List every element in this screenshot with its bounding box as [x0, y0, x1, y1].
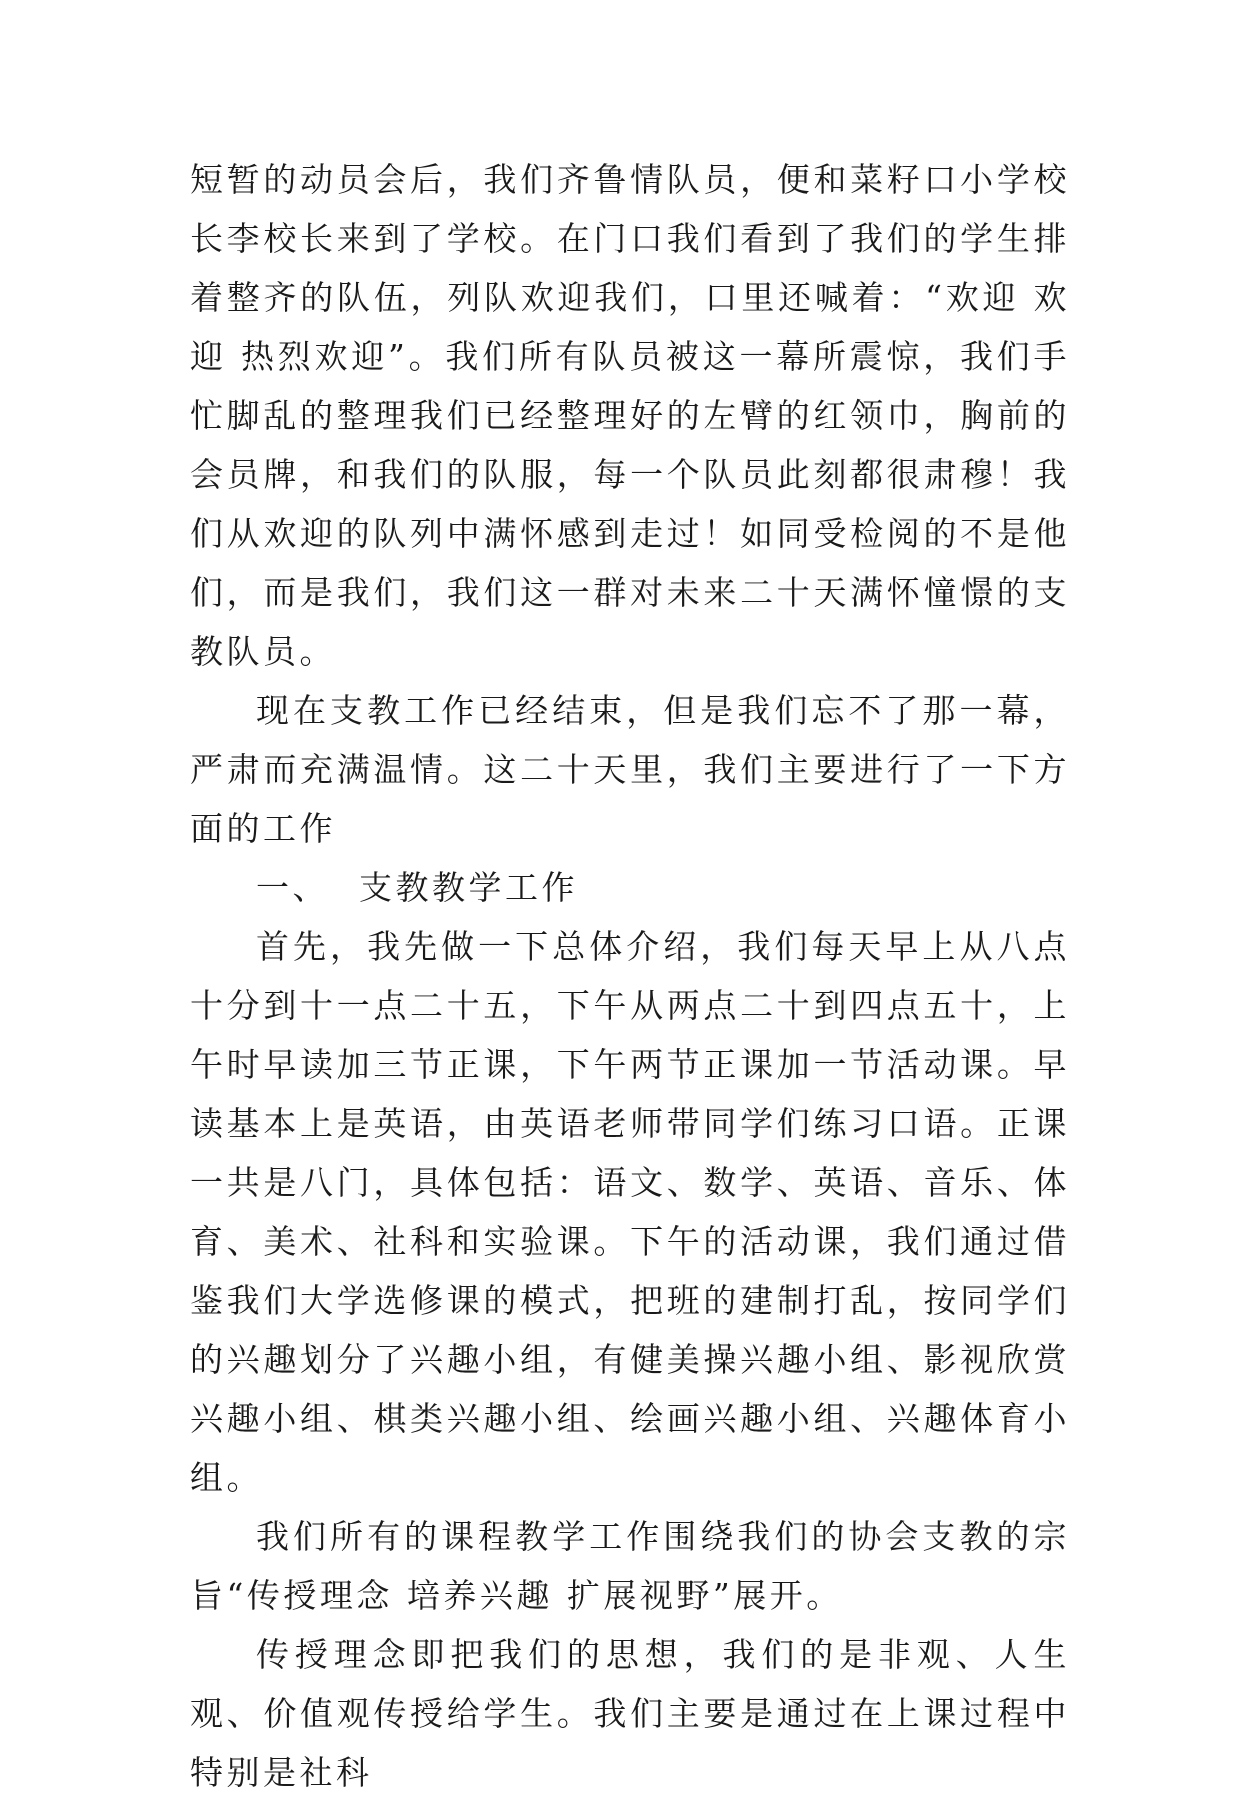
section-heading	[190, 858, 1070, 917]
body-text	[190, 150, 1070, 1802]
paragraph-ideas: 传授理念即把我们的思想，我们的是非观、人生观、价值观传授给学生。我们主要是通过在上课过程中特别是社科	[190, 1635, 1070, 1792]
paragraph-mobilization: 短暂的动员会后，我们齐鲁情队员，便和菜籽口小学校长李校长来到了学校。在门口我们看到了我们的学生排着整齐的队伍，列队欢迎我们，口里还喊着：“欢迎 欢迎 热烈欢迎”。我们所有队员被这一幕所震惊，我们手忙脚乱的整理我们已经整理好的左臂的红领巾，胸前的会员牌，和我们的队服，每一个队员此刻都很肃穆！我们从欢迎的队列中满怀感到走过！如同受检阅的不是他们，而是我们，我们这一群对未来二十天满怀憧憬的支教队员。	[190, 160, 1070, 671]
paragraph-schedule: 首先，我先做一下总体介绍，我们每天早上从八点十分到十一点二十五，下午从两点二十到四点五十，上午时早读加三节正课，下午两节正课加一节活动课。早读基本上是英语，由英语老师带同学们练习口语。正课一共是八门，具体包括：语文、数学、英语、音乐、体育、美术、社科和实验课。下午的活动课，我们通过借鉴我们大学选修课的模式，把班的建制打乱，按同学们的兴趣划分了兴趣小组，有健美操兴趣小组、影视欣赏兴趣小组、棋类兴趣小组、绘画兴趣小组、兴趣体育小组。	[190, 927, 1070, 1497]
paragraph-purpose: 我们所有的课程教学工作围绕我们的协会支教的宗旨“传授理念 培养兴趣 扩展视野”展开。	[190, 1517, 1070, 1615]
section-number: 一、	[256, 868, 329, 907]
paragraph-summary: 现在支教工作已经结束，但是我们忘不了那一幕，严肃而充满温情。这二十天里，我们主要进行了一下方面的工作	[190, 691, 1070, 848]
section-title: 支教教学工作	[359, 868, 578, 907]
